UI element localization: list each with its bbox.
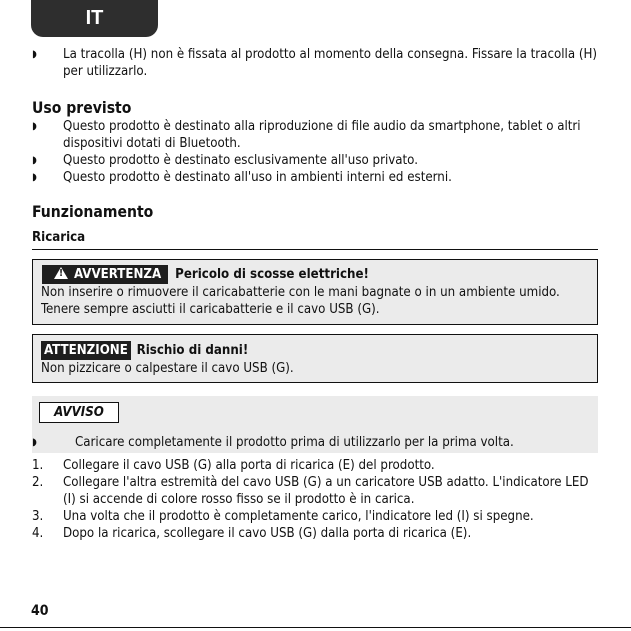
ricarica-section [32,229,598,246]
avvertenza-line: Tenere sempre asciutti il caricabatterie e il cavo USB (G). [41,302,380,317]
uso-previsto-heading: Uso previsto [32,99,132,117]
list-item-text: Questo prodotto è destinato all'uso in ambienti interni ed esterni. [63,170,452,185]
bullet-icon: ◗ [32,172,37,183]
avviso-text: Caricare completamente il prodotto prima di utilizzarlo per la prima volta. [75,435,514,450]
list-item [32,152,598,169]
footer-divider [0,627,631,628]
step-number: 1. [32,458,44,473]
list-item [32,118,598,152]
list-item [32,508,598,525]
funzionamento-heading: Funzionamento [32,203,154,221]
avvertenza-line: Non inserire o rimuovere il caricabatterie con le mani bagnate o in un ambiente umido. [41,285,560,300]
warning-triangle-icon [54,267,68,279]
step-number: 2. [32,475,44,490]
avvertenza-tag: !AVVERTENZA [42,265,168,284]
avviso-tag: AVVISO [39,402,119,423]
step-number: 4. [32,526,44,541]
steps-list [32,457,598,542]
step-number: 3. [32,509,44,524]
list-item [32,169,598,186]
uso-previsto-section [32,98,598,186]
step-text: Collegare il cavo USB (G) alla porta di ricarica (E) del prodotto. [63,458,435,473]
attenzione-tag: ATTENZIONE [41,341,131,360]
avvertenza-box [32,259,598,325]
list-item [32,525,598,542]
ricarica-heading: Ricarica [32,230,86,245]
step-text: Una volta che il prodotto è completamente carico, l'indicatore led (I) si spegne. [63,509,534,524]
attenzione-title: Rischio di danni! [136,343,249,358]
attenzione-line: Non pizzicare o calpestare il cavo USB (G). [41,361,294,376]
list-item [32,474,598,508]
avviso-note [32,396,598,453]
list-item-text: Questo prodotto è destinato esclusivamente all'uso privato. [63,153,418,168]
language-tab: IT [31,0,158,37]
intro-text: La tracolla (H) non è fissata al prodotto al momento della consegna. Fissare la tracolla (H) per utilizzarlo. [63,47,598,79]
bullet-icon: ◗ [32,49,37,60]
avvertenza-title: Pericolo di scosse elettriche! [175,267,369,282]
intro-note [32,46,598,80]
list-item-text: Questo prodotto è destinato alla riproduzione di file audio da smartphone, tablet o altri dispositivi dotati di Bluetooth. [63,119,581,151]
step-text: Collegare l'altra estremità del cavo USB (G) a un caricatore USB adatto. L'indicatore LED (I) si accende di colore rosso fisso se il prodotto è in carica. [63,475,589,507]
attenzione-box [32,334,598,383]
bullet-icon: ◗ [32,437,37,448]
section-divider [32,249,598,250]
page-number: 40 [31,603,49,619]
bullet-icon: ◗ [32,155,37,166]
step-text: Dopo la ricarica, scollegare il cavo USB (G) dalla porta di ricarica (E). [63,526,472,541]
bullet-icon: ◗ [32,121,37,132]
funzionamento-section [32,202,598,222]
list-item [32,457,598,474]
